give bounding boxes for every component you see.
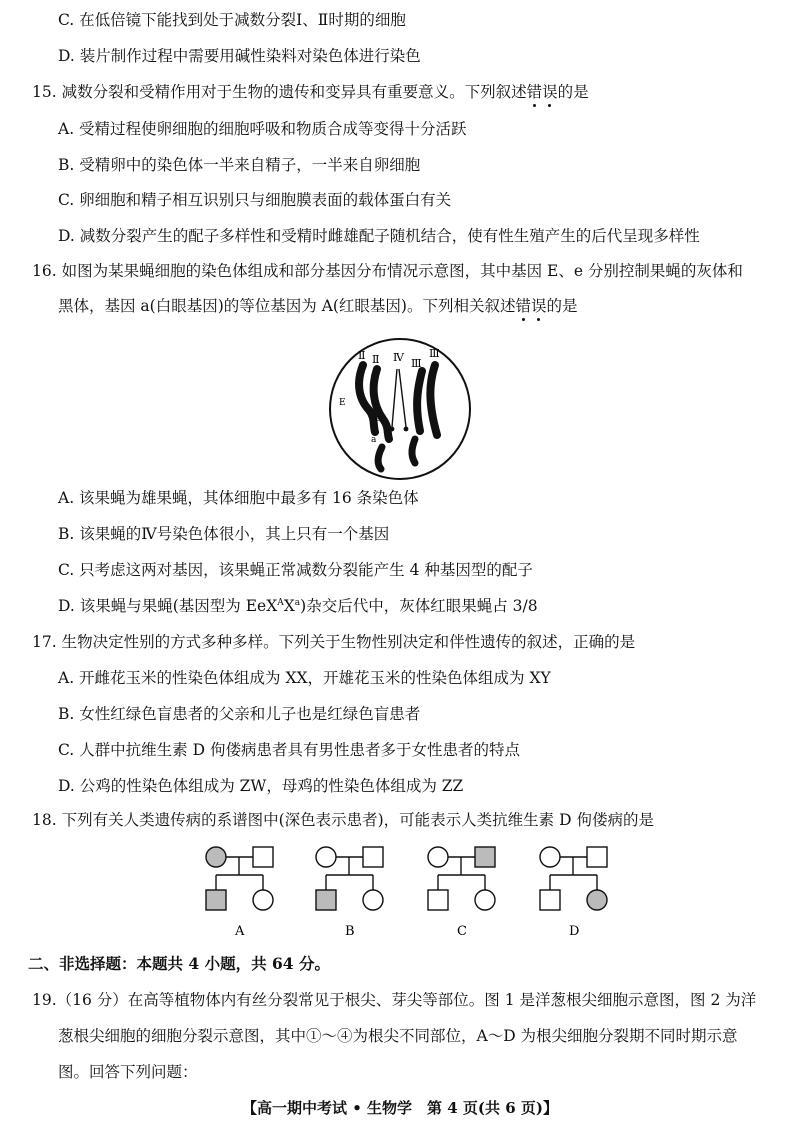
pedigree-c bbox=[428, 847, 495, 939]
emphasis-char: 误 bbox=[531, 297, 547, 315]
pedigree-d bbox=[540, 847, 607, 939]
q16-option-c: C. 只考虑这两对基因，该果蝇正常减数分裂能产生 4 种基因型的配子 bbox=[58, 561, 533, 579]
q17-stem: 17. 生物决定性别的方式多种多样。下列关于生物性别决定和伴性遗传的叙述，正确的是 bbox=[32, 633, 636, 651]
emphasis-char: 错 bbox=[515, 297, 531, 315]
label-II-left: Ⅱ bbox=[358, 349, 366, 362]
label-II-right: Ⅱ bbox=[372, 353, 380, 366]
pedigree-d-label: D bbox=[569, 924, 580, 939]
q19-line1: 19.（16 分）在高等植物体内有丝分裂常见于根尖、芽尖等部位。图 1 是洋葱根尖细胞示意图，图 2 为洋 bbox=[32, 991, 757, 1009]
pedigree-b-mother bbox=[316, 847, 336, 867]
q19-line2: 葱根尖细胞的细胞分裂示意图，其中①～④为根尖不同部位，A～D 为根尖细胞分裂期不同时期示意 bbox=[58, 1027, 738, 1045]
chromosome-III-a bbox=[417, 371, 422, 431]
q16-stem-line1: 16. 如图为某果蝇细胞的染色体组成和部分基因分布情况示意图，其中基因 E、e 分别控制果蝇的灰体和 bbox=[32, 262, 743, 280]
q18-stem: 18. 下列有关人类遗传病的系谱图中(深色表示患者)，可能表示人类抗维生素 D 佝偻病的是 bbox=[32, 811, 654, 829]
q16-stem-line2: 黑体，基因 a(白眼基因)的等位基因为 A(红眼基因)。下列相关叙述错误的是 bbox=[58, 297, 578, 315]
pedigree-d-father bbox=[587, 847, 607, 867]
pedigree-b-father bbox=[363, 847, 383, 867]
pedigree-b-son bbox=[316, 890, 336, 910]
pedigree-a bbox=[206, 847, 273, 939]
pedigree-a-label: A bbox=[235, 924, 245, 939]
q15-option-c: C. 卵细胞和精子相互识别只与细胞膜表面的载体蛋白有关 bbox=[58, 191, 452, 209]
gene-a-label: a bbox=[371, 435, 377, 445]
pedigree-c-daughter bbox=[475, 890, 495, 910]
pedigree-a-father bbox=[253, 847, 273, 867]
label-III-left: Ⅲ bbox=[411, 357, 422, 370]
pedigree-d-son bbox=[540, 890, 560, 910]
pedigree-d-mother bbox=[540, 847, 560, 867]
pedigree-a-mother bbox=[206, 847, 226, 867]
pedigree-c-mother bbox=[428, 847, 448, 867]
q19-line3: 图。回答下列问题： bbox=[58, 1063, 198, 1081]
chromosome-y bbox=[412, 439, 415, 463]
chromosome-IV-b bbox=[399, 369, 406, 427]
pedigree-figure bbox=[195, 842, 635, 942]
pedigree-c-label: C bbox=[457, 924, 467, 939]
label-III-right: Ⅲ bbox=[429, 347, 440, 360]
pedigree-a-son bbox=[206, 890, 226, 910]
q16-option-b: B. 该果蝇的Ⅳ号染色体很小，其上只有一个基因 bbox=[58, 525, 390, 543]
pedigree-b bbox=[316, 847, 383, 939]
chromosome-IV-a bbox=[392, 369, 397, 427]
chromosome-IV-a-end bbox=[390, 427, 395, 432]
chromosome-figure bbox=[325, 335, 475, 483]
chromosome-IV-b-end bbox=[404, 427, 409, 432]
q15-option-a: A. 受精过程使卵细胞的细胞呼吸和物质合成等变得十分活跃 bbox=[58, 120, 467, 138]
emphasis-char: 误 bbox=[542, 83, 558, 101]
gene-E-label: E bbox=[339, 398, 346, 408]
q15-option-d: D. 减数分裂产生的配子多样性和受精时雌雄配子随机结合，使有性生殖产生的后代呈现多样性 bbox=[58, 227, 700, 245]
pedigree-c-son bbox=[428, 890, 448, 910]
q17-option-c: C. 人群中抗维生素 D 佝偻病患者具有男性患者多于女性患者的特点 bbox=[58, 741, 520, 759]
pedigree-a-daughter bbox=[253, 890, 273, 910]
label-IV: Ⅳ bbox=[393, 351, 404, 364]
q16-option-a: A. 该果蝇为雄果蝇，其体细胞中最多有 16 条染色体 bbox=[58, 489, 419, 507]
pedigree-b-daughter bbox=[363, 890, 383, 910]
chromosome-III-b bbox=[430, 365, 437, 435]
pedigree-d-daughter bbox=[587, 890, 607, 910]
q15-stem: 15. 减数分裂和受精作用对于生物的遗传和变异具有重要意义。下列叙述错误的是 bbox=[32, 83, 589, 101]
q16-option-d: D. 该果蝇与果蝇(基因型为 $EeX^AX^a$)杂交后代中，灰体红眼果蝇占 3/8 bbox=[58, 597, 538, 615]
chromosome-x bbox=[378, 447, 382, 469]
emphasis-char: 错 bbox=[526, 83, 543, 101]
q14-option-d: D. 装片制作过程中需要用碱性染料对染色体进行染色 bbox=[58, 47, 421, 65]
pedigree-b-label: B bbox=[345, 924, 355, 939]
pedigree-c-father bbox=[475, 847, 495, 867]
q17-option-d: D. 公鸡的性染色体组成为 ZW，母鸡的性染色体组成为 ZZ bbox=[58, 777, 464, 795]
page-footer: 【高一期中考试 • 生物学 第 4 页(共 6 页)】 bbox=[242, 1099, 558, 1117]
section-heading: 二、非选择题：本题共 4 小题，共 64 分。 bbox=[28, 954, 330, 973]
q15-option-b: B. 受精卵中的染色体一半来自精子，一半来自卵细胞 bbox=[58, 156, 421, 174]
q17-option-b: B. 女性红绿色盲患者的父亲和儿子也是红绿色盲患者 bbox=[58, 705, 421, 723]
q14-option-c: C. 在低倍镜下能找到处于减数分裂Ⅰ、Ⅱ时期的细胞 bbox=[58, 11, 406, 29]
gene-e-label: e bbox=[375, 414, 381, 424]
q17-option-a: A. 开雌花玉米的性染色体组成为 XX，开雄花玉米的性染色体组成为 XY bbox=[58, 669, 551, 687]
